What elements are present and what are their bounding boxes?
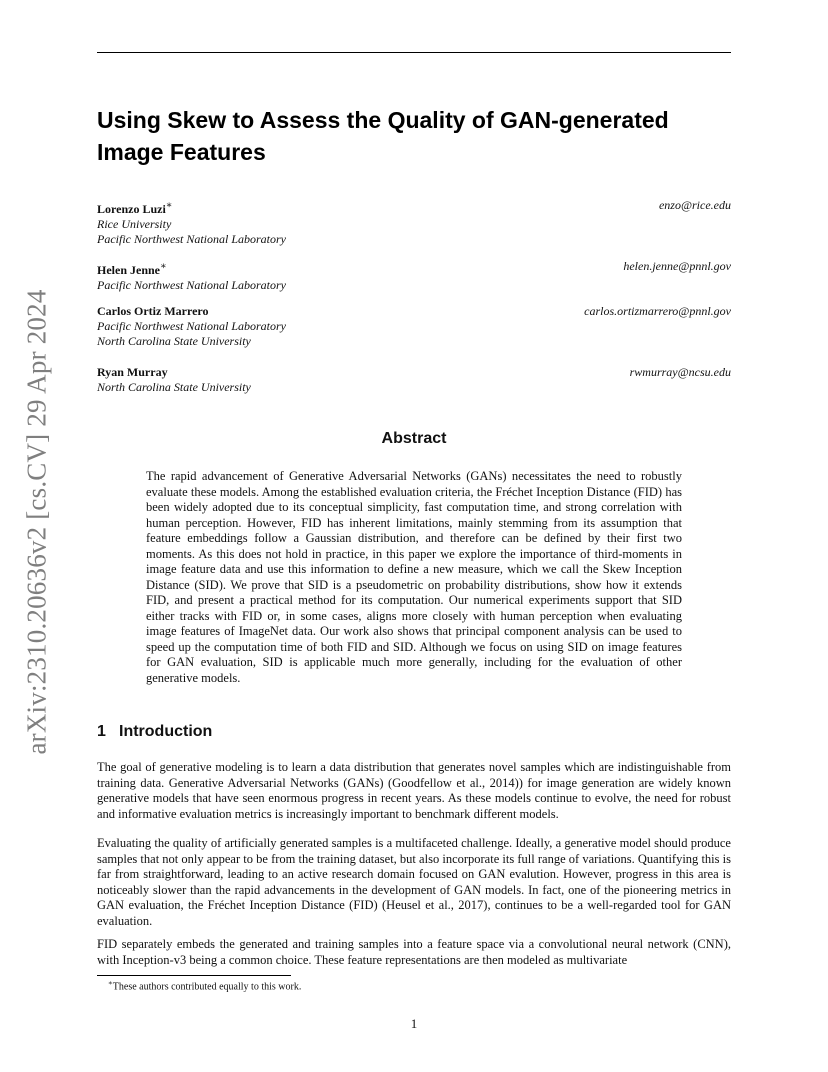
section-heading	[97, 723, 212, 741]
footnote-mark: ∗	[108, 979, 113, 987]
top-rule	[97, 52, 731, 53]
footnote	[108, 977, 301, 993]
author-block-ortiz-marrero	[97, 304, 731, 349]
affiliation: North Carolina State University	[97, 334, 251, 348]
author-name-text: Helen Jenne	[97, 263, 160, 277]
footnote-rule	[97, 975, 291, 976]
author-block-murray	[97, 365, 731, 395]
footnote-text: These authors contributed equally to this work.	[112, 981, 302, 993]
body-paragraph: FID separately embeds the generated and training samples into a feature space via a convolutional neural network (CNN), with Inception-v3 being a common choice. These feature representations are then modeled as multivariate	[97, 937, 731, 967]
body-paragraph: Evaluating the quality of artificially generated samples is a multifaceted challenge. Ideally, a generative model should produce samples that not only appear to be from the training dataset, but also incorporate its full range of variations. Quantifying this is far from straightforward, leading to an active research domain focused on GAN evalution. However, progress in this area is noticeably slower than the rapid advancements in the development of GAN models. In fact, one of the pioneering metrics in GAN evaluation, the Fréchet Inception Distance (FID) (Heusel et al., 2017), continues to be a well-regarded tool for GAN evaluation.	[97, 836, 731, 928]
affiliation: North Carolina State University	[97, 380, 251, 394]
author-name-text: Carlos Ortiz Marrero	[97, 304, 209, 318]
author-email: rwmurray@ncsu.edu	[629, 365, 731, 379]
body-paragraph: The goal of generative modeling is to learn a data distribution that generates novel samples which are indistinguishable from training data. Generative Adversarial Networks (GANs) (Goodfellow et al., 2014)) for image generation are widely known generative models that have seen enormous progress in recent years. As these models continue to evolve, the need for robust and informative evaluation metrics is increasingly important to benchmark different models.	[97, 760, 731, 821]
equal-contribution-mark: ∗	[160, 261, 167, 272]
paper-title: Using Skew to Assess the Quality of GAN-generated Image Features	[97, 107, 669, 165]
author-name	[97, 198, 731, 217]
affiliation: Pacific Northwest National Laboratory	[97, 319, 287, 333]
section-number: 1	[97, 723, 106, 740]
author-email: helen.jenne@pnnl.gov	[623, 259, 731, 273]
author-name-text: Ryan Murray	[97, 365, 168, 379]
equal-contribution-mark: ∗	[165, 200, 173, 211]
affiliation: Pacific Northwest National Laboratory	[97, 278, 287, 292]
author-block-luzi	[97, 198, 731, 247]
author-email: carlos.ortizmarrero@pnnl.gov	[584, 304, 731, 318]
affiliation: Pacific Northwest National Laboratory	[97, 232, 287, 246]
author-name-text: Lorenzo Luzi	[97, 202, 166, 216]
section-title: Introduction	[119, 723, 213, 740]
abstract-text: The rapid advancement of Generative Adversarial Networks (GANs) necessitates the need to robustly evaluate these models. Among the established evaluation criteria, the Fréchet Inception Distance (FID) has been widely adopted due to its conceptual simplicity, fast computation time, and strong correlation with human perception. However, FID has inherent limitations, mainly stemming from its assumption that feature embeddings follow a Gaussian distribution, and therefore can be defined by their first two moments. As this does not hold in practice, in this paper we explore the importance of third-moments in image feature data and use this information to define a new measure, which we call the Skew Inception Distance (SID). We prove that SID is a pseudometric on probability distributions, show how it extends FID, and present a practical method for its computation. Our numerical experiments support that SID either tracks with FID or, in some cases, aligns more closely with human perception when evaluating image features of ImageNet data. Our work also shows that principal component analysis can be used to speed up the computation time of both FID and SID. Although we focus on using SID on image features for GAN evaluation, SID is applicable much more generally, including for the evaluation of other generative models.	[146, 469, 682, 685]
affiliation: Rice University	[97, 217, 172, 231]
author-block-jenne	[97, 259, 731, 293]
author-email: enzo@rice.edu	[658, 198, 731, 212]
abstract-heading: Abstract	[381, 430, 447, 447]
arxiv-identifier-stamp: arXiv:2310.20636v2 [cs.CV] 29 Apr 2024	[21, 289, 52, 755]
page-number: 1	[410, 1016, 418, 1031]
